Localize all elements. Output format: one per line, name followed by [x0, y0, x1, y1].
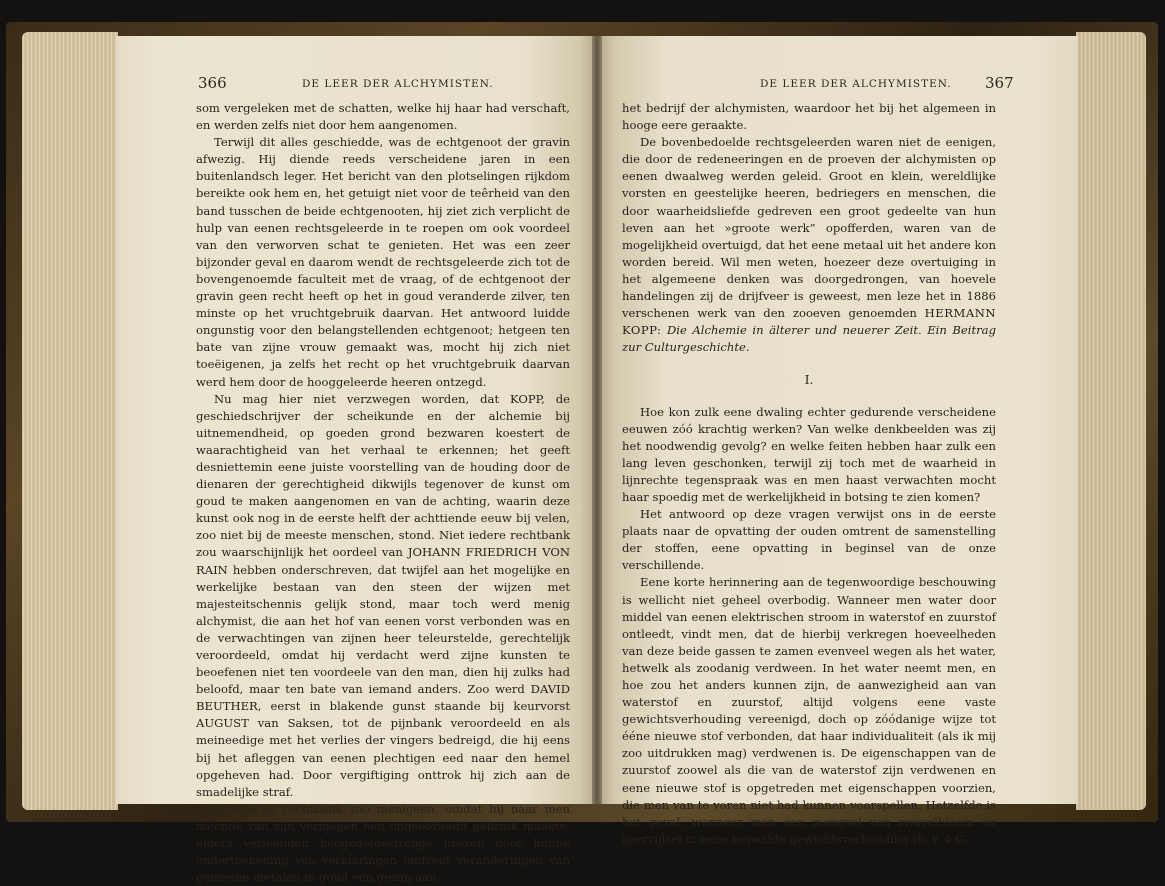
paragraph: Het antwoord op deze vragen verwijst ons in de eerste plaats naar de opvatting der ouden omtrent de samenstelling der stoffen, eene opvatting in beginsel van de onze verschillende.	[622, 507, 996, 573]
paragraph: Nu mag hier niet verzwegen worden, dat KOPP, de geschiedschrijver der scheikunde en der alchemie bij uitnemendheid, op goeden grond bezwaren koestert de waarachtigheid van het verhaal te erkennen; het geeft desniettemin eene juiste voorstelling van de houding door de dienaren der gerechtigheid dikwijls tegenover de kunst om goud te maken aangenomen en van de achting, waarin deze kunst ook nog in de eerste helft der achttiende eeuw bij velen, zoo niet bij de meeste menschen, stond. Niet iedere rechtbank zou waarschijnlijk het oordeel van JOHANN FRIEDRICH VON RAIN hebben onderschreven, dat twijfel aan het mogelijke en werkelijke bestaan van den steen der wijzen met majesteitschennis gelijk stond, maar toch werd menig alchymist, die aan het hof van eenen vorst verbonden was en de verwachtingen van zijnen heer teleurstelde, gerechtelijk veroordeeld, omdat hij verdacht werd zijne kunsten te beoefenen niet ten voordeele van den man, dien hij zulks had beloofd, maar ten bate van iemand anders. Zoo werd DAVID BEUTHER, eerst in blakende gunst staande bij keurvorst AUGUST van Saksen, tot de pijnbank veroordeeld en als meineedige met het verlies der vingers bedreigd, die hij eens bij het afleggen van eenen plechtigen eed naar den hemel opgeheven had. Door vergiftiging onttrok hij zich aan de smadelijke straf.	[196, 391, 570, 799]
paragraph: som vergeleken met de schatten, welke hij haar had verschaft, en werden zelfs niet door hem aangenomen.	[196, 101, 570, 133]
left-page-body	[196, 100, 570, 886]
paragraph	[622, 134, 996, 356]
page-number-left: 366	[198, 74, 227, 92]
paragraph: Strafte de rechtbank zoo menigeen, omdat hij naar men meende van zijn vermogen een ongeoorloofd gebruik maakte, elders verleenden hoogedelgestrenge heeren door hunne onderteekening van verklaringen omtrent veranderingen van gemeene metalen in goud een gezag aan	[196, 801, 570, 885]
right-page-body	[622, 100, 996, 848]
page-edges-right	[1076, 32, 1146, 810]
book-gutter	[592, 36, 602, 804]
author-name: HERMANN KOPP:	[622, 306, 996, 338]
book-title: Die Alchemie in älterer und neuerer Zeit. Ein Beitrag zur Culturgeschichte.	[622, 323, 996, 355]
paragraph: Hoe kon zulk eene dwaling echter gedurende verscheidene eeuwen zóó krachtig werken? Van welke denkbeelden was zij het noodwendig gevolg? en welke feiten hebben haar zulk een lang leven geschonken, terwijl zij toch met de waarheid in lijnrechte tegenspraak was en men haast verwachten mocht haar spoedig met de werkelijkheid in botsing te zien komen?	[622, 404, 996, 504]
paragraph-text: De bovenbedoelde rechtsgeleerden waren niet de eenigen, die door de redeneeringen en de proeven der alchymisten op eenen dwaalweg werden geleid. Groot en klein, wereldlijke vorsten en geestelijke heeren, bedriegers en menschen, die door waarheidsliefde gedreven een groot gedeelte van hun leven aan het »groote werk” opofferden, waren van de mogelijkheid overtuigd, dat het eene metaal uit het andere kon worden bereid. Wil men weten, hoezeer deze overtuiging in het algemeene denken was doorgedrongen, van hoevele handelingen zij de drijfveer is geweest, men leze het in 1886 verschenen werk van den zooeven genoemden	[622, 135, 996, 321]
paragraph: het bedrijf der alchymisten, waardoor het bij het algemeen in hooge eere geraakte.	[622, 101, 996, 133]
page-number-right: 367	[985, 74, 1014, 92]
paragraph: Eene korte herinnering aan de tegenwoordige beschouwing is wellicht niet geheel overbodig. Wanneer men water door middel van eenen elektrischen stroom in waterstof en zuurstof ontleedt, vindt men, dat de hierbij verkregen hoeveelheden van deze beide gassen te zamen evenveel wegen als het water, hetwelk als zoodanig verdween. In het water neemt men, en hoe zou het anders kunnen zijn, de aanwezigheid aan van waterstof en zuurstof, altijd volgens eene vaste gewichtsverhouding vereenigd, doch op zóódanige wijze tot ééne nieuwe stof verbonden, dat haar individualiteit (als ik mij zoo uitdrukken mag) verdwenen is. De eigenschappen van de zuurstof zoowel als die van de waterstof zijn verdwenen en eene nieuwe stof is opgetreden met eigenschappen voorzien, die men van te voren niet had kunnen voorspellen. Hetzelfde is het geval, wanneer men een mengsel van zwavelbloem en ijzervijlsel in eene bepaalde gewichtsverhouding (b. v. 4 G.	[622, 575, 996, 846]
running-head-right: DE LEER DER ALCHYMISTEN.	[760, 78, 952, 90]
section-number: I.	[804, 373, 814, 388]
running-head-left: DE LEER DER ALCHYMISTEN.	[302, 78, 494, 90]
page-edges-left	[22, 32, 118, 810]
paragraph: Terwijl dit alles geschiedde, was de echtgenoot der gravin afwezig. Hij diende reeds verscheidene jaren in een buitenlandsch leger. Het bericht van den plotselingen rijkdom bereikte ook hem en, het getuigt niet voor de teêrheid van den band tusschen de beide echtgenooten, hij ziet zich verplicht de hulp van eenen rechtsgeleerde in te roepen om ook voordeel van den verworven schat te genieten. Het was een zeer bijzonder geval en daarom wendt de rechtsgeleerde zich tot de bovengenoemde faculteit met de vraag, of de echtgenoot der gravin geen recht heeft op het in goud veranderde zilver, ten minste op het vruchtgebruik daarvan. Het antwoord luidde ongunstig voor den belangstellenden echtgenoot; hetgeen ten bate van zijne vrouw gemaakt was, mocht hij zich niet toeëigenen, ja zelfs het recht op het vruchtgebruik daarvan werd hem door de hooggeleerde heeren ontzegd.	[196, 135, 570, 389]
